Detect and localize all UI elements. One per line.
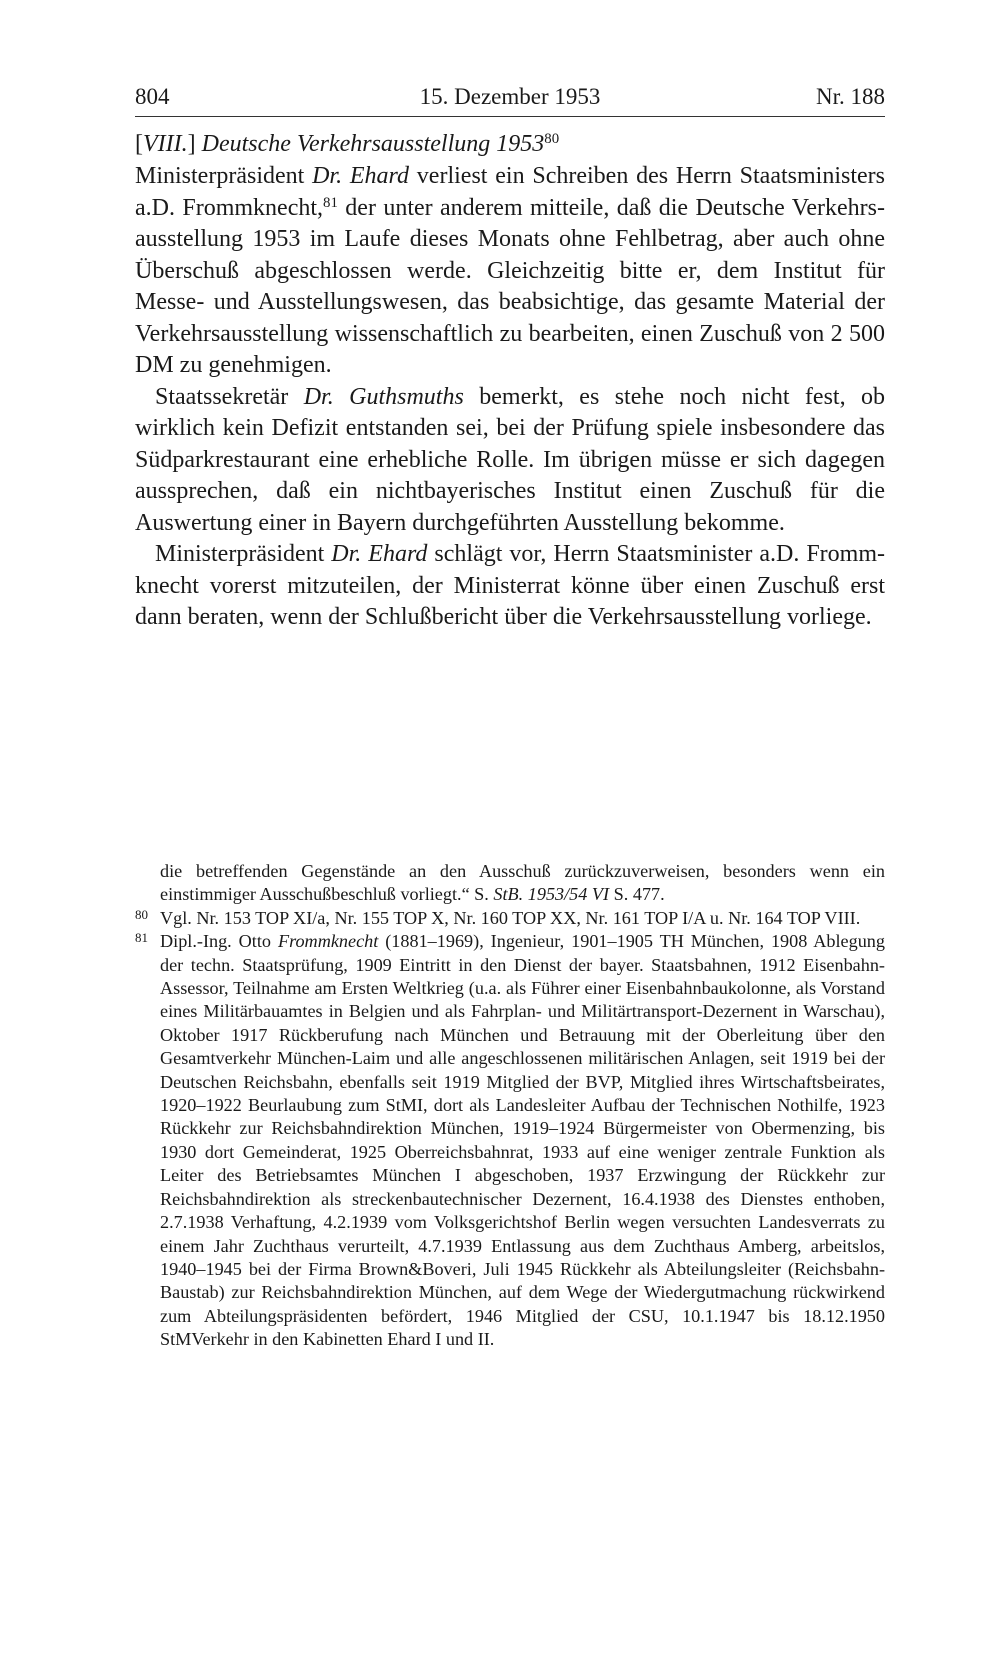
- footnote-continuation-text-b: S. 477.: [609, 884, 665, 905]
- footnote-number: 80: [135, 906, 148, 922]
- paragraph-1: [135, 161, 885, 382]
- paragraph-1-text-a: Ministerpräsident: [135, 163, 313, 189]
- paragraph-2-text-b: bemerkt, es stehe noch nicht fest, ob wirklich kein Defizit entstanden sei, bei der Prüfung spiele insbesondere das Südparkrestaurant eine erhebliche Rolle. Im übrigen müsse er sich dagegen aussprechen, daß ein nichtbayerisches Institut einen Zuschuß für die Auswertung einer in Bayern durchgeführten Ausstellung bekomme.: [135, 383, 885, 536]
- footnote-ref-81: 81: [323, 194, 338, 211]
- paragraph-1-text-b: verliest ein Schreiben des Herrn Staatsministers a.D. Frommknecht,: [135, 163, 885, 221]
- footnotes: [135, 860, 885, 1352]
- footnote-80-text: Vgl. Nr. 153 TOP XI/a, Nr. 155 TOP X, Nr. 160 TOP XX, Nr. 161 TOP I/A u. Nr. 164 TOP VIII.: [160, 907, 861, 928]
- footnote-continuation: [135, 860, 885, 907]
- section-heading: [135, 127, 885, 161]
- document-page: [135, 80, 885, 634]
- speaker-name: Dr. Ehard: [312, 163, 410, 189]
- section-roman-numeral: VIII.: [143, 131, 188, 157]
- footnote-citation: StB. 1953/54 VI: [493, 884, 610, 905]
- person-name: Frommknecht: [277, 931, 379, 952]
- footnote-continuation-text-a: die betreffenden Gegenstände an den Ausschuß zurückzuverweisen, besonders wenn ein einstimmiger Ausschußbeschluß vorliegt.“ S.: [160, 861, 885, 905]
- paragraph-2: [135, 382, 885, 540]
- paragraph-1-text-c: der unter anderem mitteile, daß die Deutsche Verkehrsausstellung 1953 im Laufe dieses Monats ohne Fehlbetrag, aber auch ohne Überschuß abgeschlossen werde. Gleichzeitig bitte er, dem Institut für Messe- und Ausstellungswesen, das beabsichtige, das gesamte Material der Verkehrsausstellung wissenschaftlich zu bearbeiten, einen Zuschuß von 2 500 DM zu genehmigen.: [135, 194, 885, 378]
- bracket-close: ]: [187, 131, 196, 157]
- header-date: 15. Dezember 1953: [419, 84, 601, 109]
- issue-number: Nr. 188: [816, 84, 885, 109]
- body-text: [135, 161, 885, 634]
- footnote-81-text-a: Dipl.-Ing. Otto: [160, 931, 278, 952]
- footnote-ref-80: 80: [544, 130, 560, 147]
- footnote-number: 81: [135, 930, 148, 946]
- paragraph-3: [135, 539, 885, 634]
- footnote-81: [135, 930, 885, 1351]
- footnote-81-text-b: (1881–1969), Ingenieur, 1901–1905 TH München, 1908 Ablegung der techn. Staatsprüfung, 1909 Eintritt in den Dienst der bayer. Staatsbahnen, 1912 Eisenbahn-Assessor, Teilnahme am Ersten Weltkrieg (u.a. als Führer einer Eisenbahnbaukolonne, als Vorstand eines Militärbauamtes in Belgien und als Fahrplan- und Militärtransport-Dezernent in Warschau), Oktober 1917 Rückberufung nach München und Betrauung mit der Oberleitung über den Gesamtverkehr München-Laim und alle angeschlossenen militärischen Anlagen, seit 1919 bei der Deutschen Reichsbahn, ebenfalls seit 1919 Mitglied der BVP, Mitglied ihres Wirtschaftsbeirates, 1920–1922 Beurlaubung zum StMI, dort als Landesleiter Aufbau der Technischen Nothilfe, 1923 Rückkehr zur Reichsbahndirektion München, 1919–1924 Bürgermeister von Obermenzing, bis 1930 dort Gemeinderat, 1925 Oberreichsbahnrat, 1933 auf eine weniger zentrale Funktion als Leiter des Betriebsamtes München I abgeschoben, 1937 Erzwingung der Rückkehr zur Reichsbahndirektion als streckenbautechnischer Dezernent, 16.4.1938 des Dienstes enthoben, 2.7.1938 Verhaftung, 4.2.1939 vom Volksgerichtshof Berlin wegen versuchten Landesverrats zu einem Jahr Zuchthaus verurteilt, 4.7.1939 Entlassung aus dem Zuchthaus Amberg, arbeitslos, 1940–1945 bei der Firma Brown&Boveri, Juli 1945 Rückkehr als Abteilungsleiter (Reichsbahn-Baustab) zur Reichsbahndirektion München, auf dem Wege der Wiedergutmachung rückwirkend zum Abteilungspräsidenten befördert, 1946 Mitglied der CSU, 10.1.1947 bis 18.12.1950 StMVerkehr in den Kabinetten Ehard I und II.: [160, 931, 885, 1350]
- running-header: [135, 80, 885, 117]
- bracket-open: [: [135, 131, 143, 157]
- footnote-80: [135, 907, 885, 930]
- paragraph-3-text-a: Ministerpräsident: [155, 541, 332, 567]
- speaker-name: Dr. Guthsmuths: [303, 383, 464, 410]
- speaker-name: Dr. Ehard: [331, 541, 428, 567]
- paragraph-2-text-a: Staatssekretär: [155, 383, 304, 410]
- page-number: 804: [135, 84, 170, 109]
- section-title: Deutsche Verkehrsausstellung 1953: [201, 131, 545, 157]
- paragraph-3-text-b: schlägt vor, Herrn Staatsminister a.D. Frommknecht vorerst mitzuteilen, der Ministerrat könne über einen Zuschuß erst dann beraten, wenn der Schlußbericht über die Verkehrsausstellung vorliege.: [135, 541, 885, 630]
